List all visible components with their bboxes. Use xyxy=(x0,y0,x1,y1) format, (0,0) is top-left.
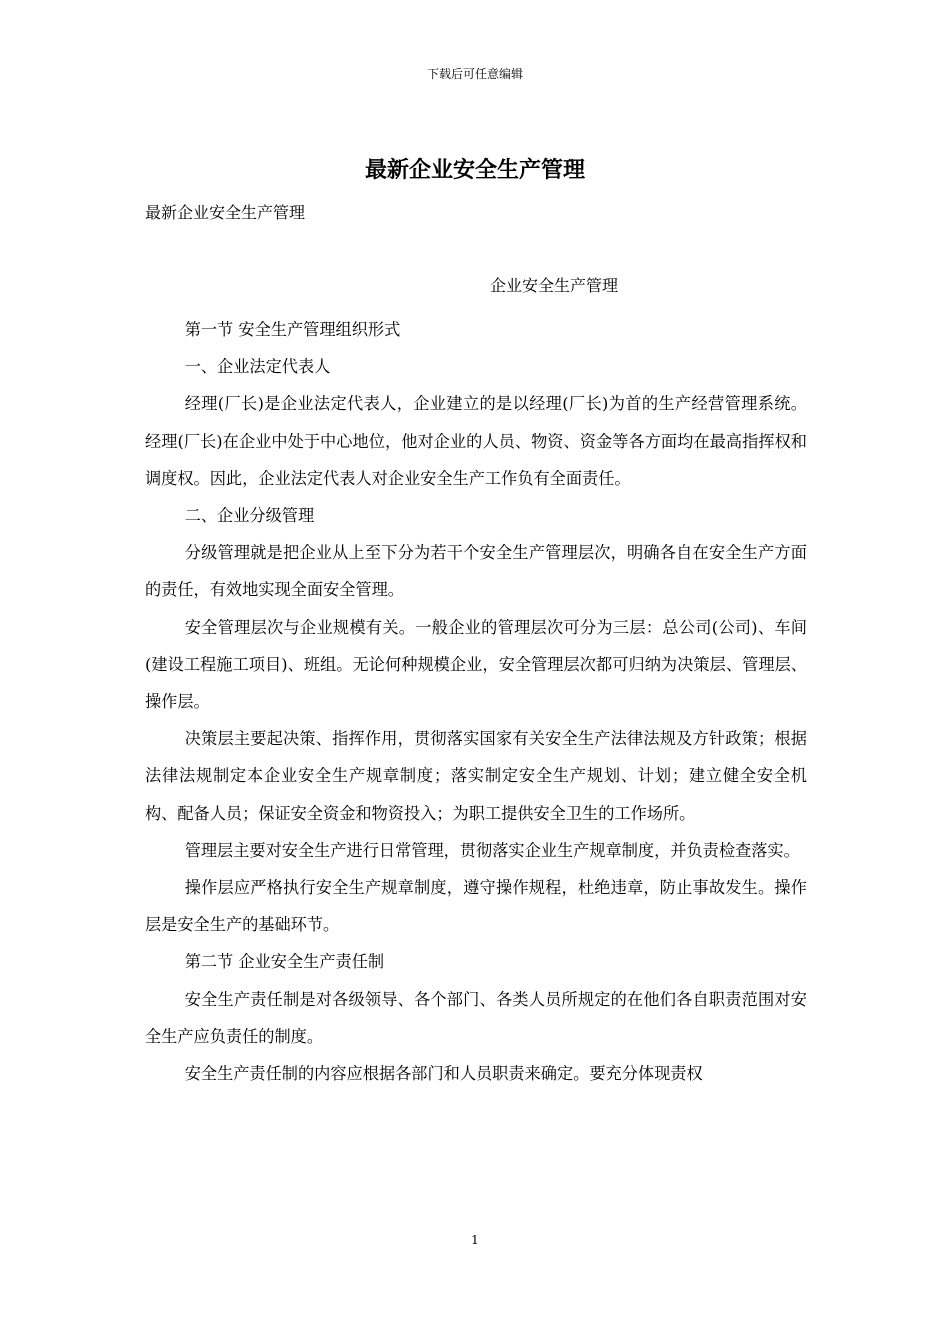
paragraph: 安全生产责任制是对各级领导、各个部门、各类人员所规定的在他们各自职责范围对安全生产应负责任的制度。 xyxy=(145,989,807,1046)
paragraph: 管理层主要对安全生产进行日常管理，贯彻落实企业生产规章制度，并负责检查落实。 xyxy=(184,840,800,860)
section-heading: 企业安全生产管理 xyxy=(490,276,619,295)
page-number: 1 xyxy=(471,1233,479,1247)
paragraph: 决策层主要起决策、指挥作用，贯彻落实国家有关安全生产法律法规及方针政策；根据法律法规制定本企业安全生产规章制度；落实制定安全生产规划、计划；建立健全安全机构、配备人员；保证安全资金和物资投入；为职工提供安全卫生的工作场所。 xyxy=(145,729,807,823)
document-subtitle: 最新企业安全生产管理 xyxy=(145,203,306,222)
subsection-2-heading: 二、企业分级管理 xyxy=(184,506,315,526)
paragraph: 分级管理就是把企业从上至下分为若干个安全生产管理层次，明确各自在安全生产方面的责任，有效地实现全面安全管理。 xyxy=(145,543,807,600)
section-1-heading: 第一节 安全生产管理组织形式 xyxy=(184,320,401,339)
page-header: 下载后可任意编辑 xyxy=(426,67,523,81)
paragraph: 安全生产责任制的内容应根据各部门和人员职责来确定。要充分体现责权 xyxy=(184,1064,703,1084)
section-2-heading: 第二节 企业安全生产责任制 xyxy=(184,952,385,972)
paragraph: 经理(厂长)是企业法定代表人，企业建立的是以经理(厂长)为首的生产经营管理系统。经理(厂长)在企业中处于中心地位，他对企业的人员、物资、资金等各方面均在最高指挥权和调度权。因此，企业法定代表人对企业安全生产工作负有全面责任。 xyxy=(145,394,807,488)
subsection-1-heading: 一、企业法定代表人 xyxy=(184,357,331,377)
document-body xyxy=(145,311,807,1092)
paragraph: 操作层应严格执行安全生产规章制度，遵守操作规程，杜绝违章，防止事故发生。操作层是安全生产的基础环节。 xyxy=(145,878,807,935)
paragraph: 安全管理层次与企业规模有关。一般企业的管理层次可分为三层：总公司(公司)、车间(建设工程施工项目)、班组。无论何种规模企业，安全管理层次都可归纳为决策层、管理层、操作层。 xyxy=(145,617,807,712)
document-title: 最新企业安全生产管理 xyxy=(364,157,585,183)
